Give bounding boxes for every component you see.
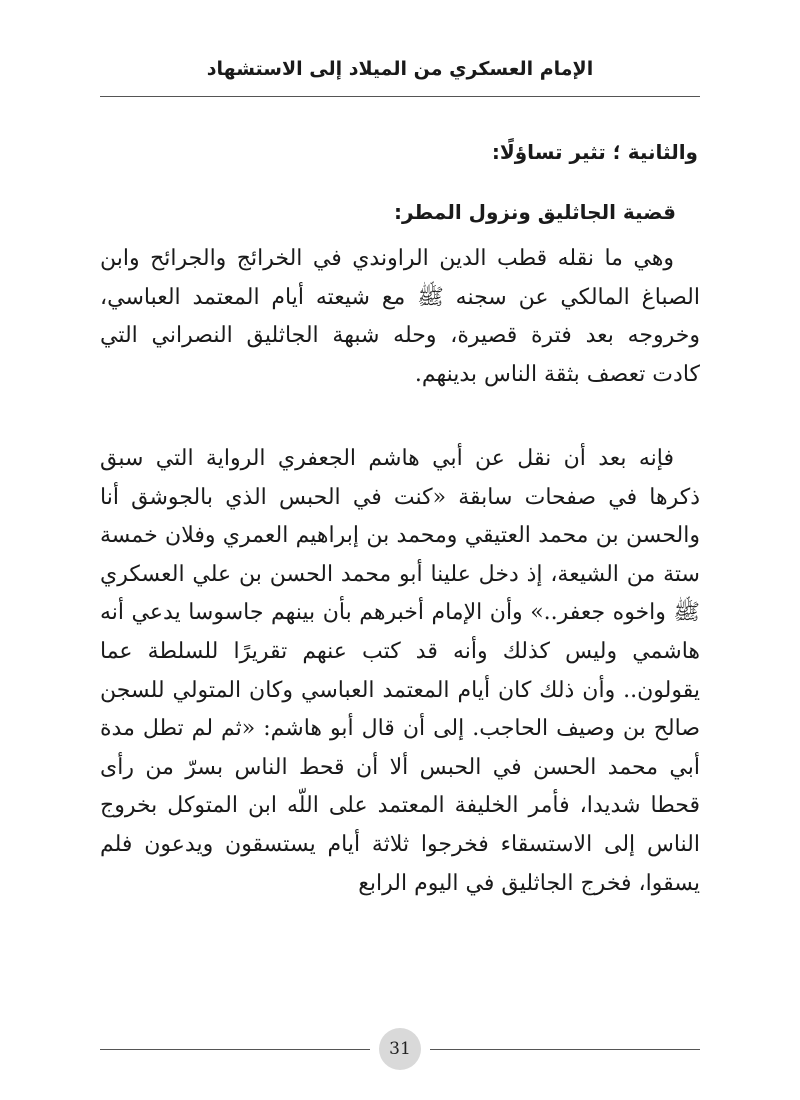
- paragraph-1: وهي ما نقله قطب الدين الراوندي في الخرائج والجرائح وابن الصباغ المالكي عن سجنه ﷺ مع شيعته أيام المعتمد العباسي، وخروجه بعد فترة قصيرة، وحله شبهة الجاثليق النصراني التي كادت تعصف بثقة الناس بدينهم.: [100, 246, 700, 387]
- page-number: 31: [379, 1028, 421, 1070]
- footer-divider-right: [430, 1049, 700, 1050]
- running-header-title: الإمام العسكري من الميلاد إلى الاستشهاد: [206, 58, 594, 80]
- header-divider: [100, 96, 700, 97]
- footer-divider-left: [100, 1049, 370, 1050]
- paragraph-2: فإنه بعد أن نقل عن أبي هاشم الجعفري الرواية التي سبق ذكرها في صفحات سابقة «كنت في الحبس الذي بالجوشق أنا والحسن بن محمد العتيقي ومحمد بن إبراهيم العمري وفلان خمسة ستة من الشيعة، إذ دخل علينا أبو محمد الحسن بن علي العسكري ﷺ واخوه جعفر..» وأن الإمام أخبرهم بأن بينهم جاسوسا يدعي أنه هاشمي وليس كذلك وأنه قد كتب عنهم تقريرًا للسلطة عما يقولون.. وأن ذلك كان أيام المعتمد العباسي وكان المتولي للسجن صالح بن وصيف الحاجب. إلى أن قال أبو هاشم: «ثم لم تطل مدة أبي محمد الحسن في الحبس ألا أن قحط الناس بسرّ من رأى قحطا شديدا، فأمر الخليفة المعتمد على اللّه ابن المتوكل بخروج الناس إلى الاستسقاء فخرجوا ثلاثة أيام يستسقون ويدعون فلم يسقوا، فخرج الجاثليق في اليوم الرابع: [100, 446, 700, 896]
- section-heading-case: قضية الجاثليق ونزول المطر:: [393, 200, 676, 224]
- section-heading-second: والثانية ؛ تثير تساؤلًا:: [491, 140, 698, 164]
